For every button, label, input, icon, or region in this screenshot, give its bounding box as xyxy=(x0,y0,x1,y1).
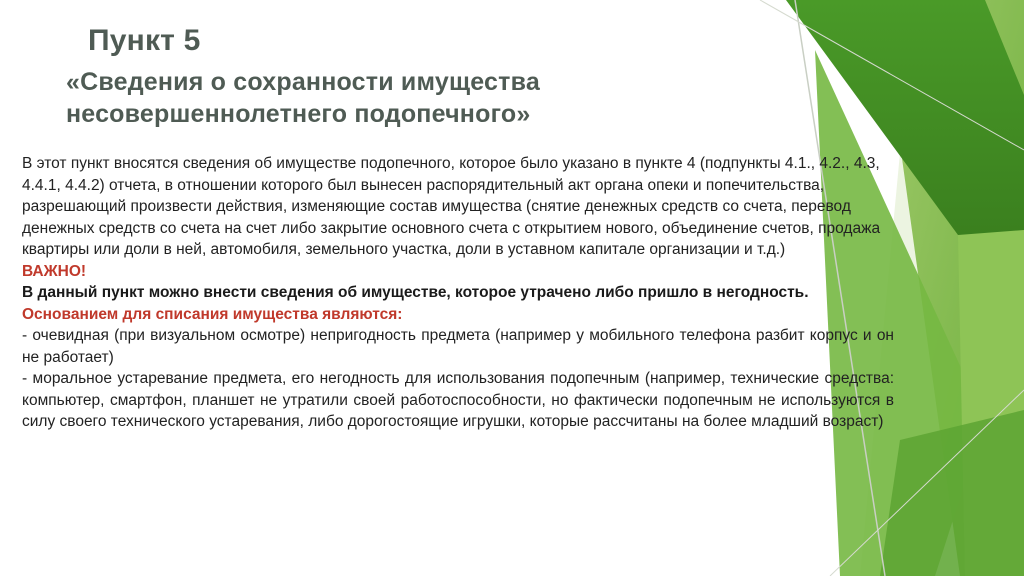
important-label: ВАЖНО! xyxy=(22,262,87,280)
important-text: В данный пункт можно внести сведения об имуществе, которое утрачено либо пришло в негодность. xyxy=(22,284,809,301)
slide-title-line-1: Пункт 5 xyxy=(88,24,201,57)
basis-heading: Основанием для списания имущества являются: xyxy=(22,305,403,323)
slide-body xyxy=(22,153,894,433)
slide-title-line-2: «Сведения о сохранности имущества xyxy=(66,68,540,96)
basis-item: - очевидная (при визуальном осмотре) непригодность предмета (например у мобильного телефона разбит корпус и он не работает) xyxy=(22,327,894,366)
basis-item: - моральное устаревание предмета, его негодность для использования подопечным (например, технические средства: компьютер, смартфон, планшет не утратили своей работоспособности, но фактически подопечным не используются в силу своего технического устаревания, либо дорогостоящие игрушки, которые рассчитаны на более младший возраст) xyxy=(22,370,894,430)
slide-title-line-3: несовершеннолетнего подопечного» xyxy=(66,100,531,128)
intro-paragraph: В этот пункт вносятся сведения об имуществе подопечного, которое было указано в пункте 4 (подпункты 4.1., 4.2., 4.3, 4.4.1, 4.4.2) отчета, в отношении которого был вынесен распорядительный акт органа опеки и попечительства, разрешающий произвести действия, изменяющие состав имущества (снятие денежных средств со счета, перевод денежных средств со счета на счет либо закрытие основного счета с открытием нового, объединение счетов, продажа квартиры или доли в ней, автомобиля, земельного участка, доли в уставном капитале организации и т.д.) xyxy=(22,155,881,258)
